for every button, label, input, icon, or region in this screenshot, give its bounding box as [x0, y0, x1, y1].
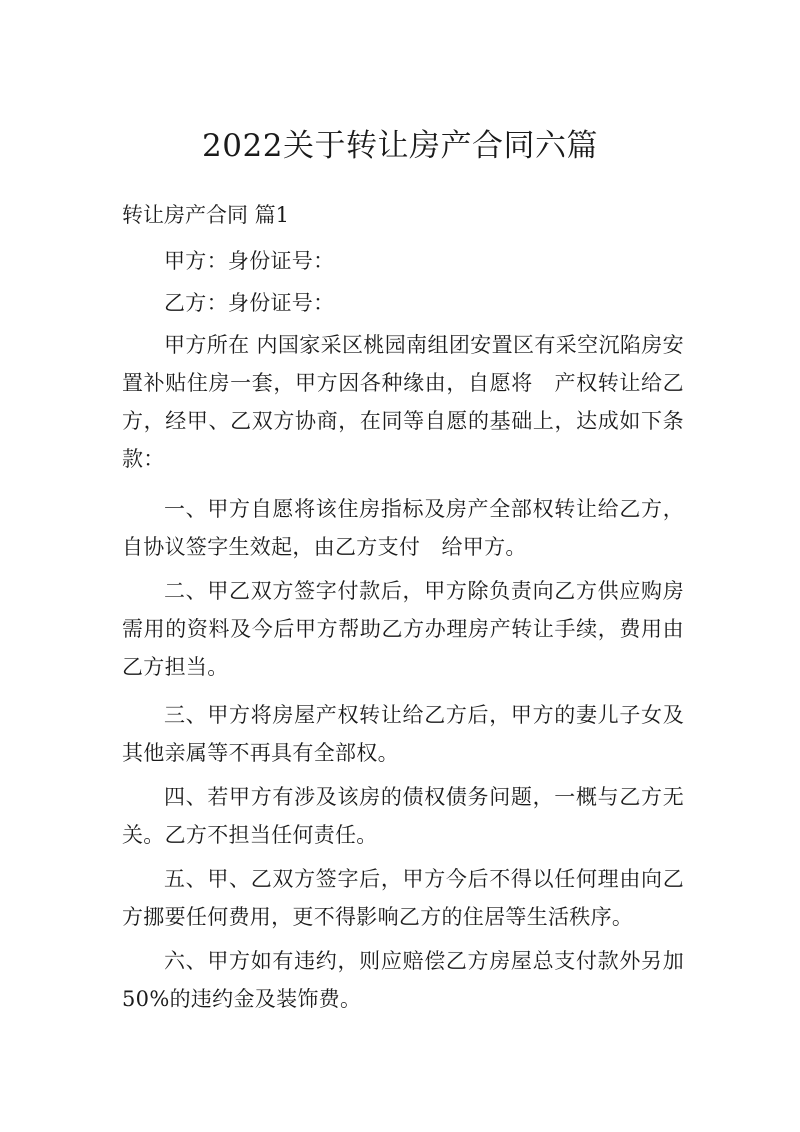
- party-a-line: 甲方：身份证号：: [164, 249, 335, 273]
- clause-3: 三、甲方将房屋产权转让给乙方后，甲方的妻儿子女及其他亲属等不再具有全部权。: [122, 703, 684, 765]
- clause-5: 五、甲、乙双方签字后，甲方今后不得以任何理由向乙方挪要任何费用，更不得影响乙方的住居等生活秩序。: [122, 867, 684, 929]
- section-heading: 转让房产合同 篇1: [122, 203, 290, 227]
- clause-1: 一、甲方自愿将该住房指标及房产全部权转让给乙方，自协议签字生效起，由乙方支付 给甲方。: [122, 497, 684, 559]
- clause-2: 二、甲乙双方签字付款后，甲方除负责向乙方供应购房需用的资料及今后甲方帮助乙方办理房产转让手续，费用由乙方担当。: [122, 579, 684, 679]
- preamble-paragraph: 甲方所在 内国家采区桃园南组团安置区有采空沉陷房安置补贴住房一套，甲方因各种缘由，自愿将 产权转让给乙方，经甲、乙双方协商，在同等自愿的基础上，达成如下条款：: [122, 333, 684, 471]
- party-b-line: 乙方：身份证号：: [164, 291, 335, 315]
- clause-4: 四、若甲方有涉及该房的债权债务问题，一概与乙方无关。乙方不担当任何责任。: [122, 785, 684, 847]
- clause-6: 六、甲方如有违约，则应赔偿乙方房屋总支付款外另加50%的违约金及装饰费。: [122, 949, 684, 1011]
- document-title: 2022关于转让房产合同六篇: [202, 128, 598, 164]
